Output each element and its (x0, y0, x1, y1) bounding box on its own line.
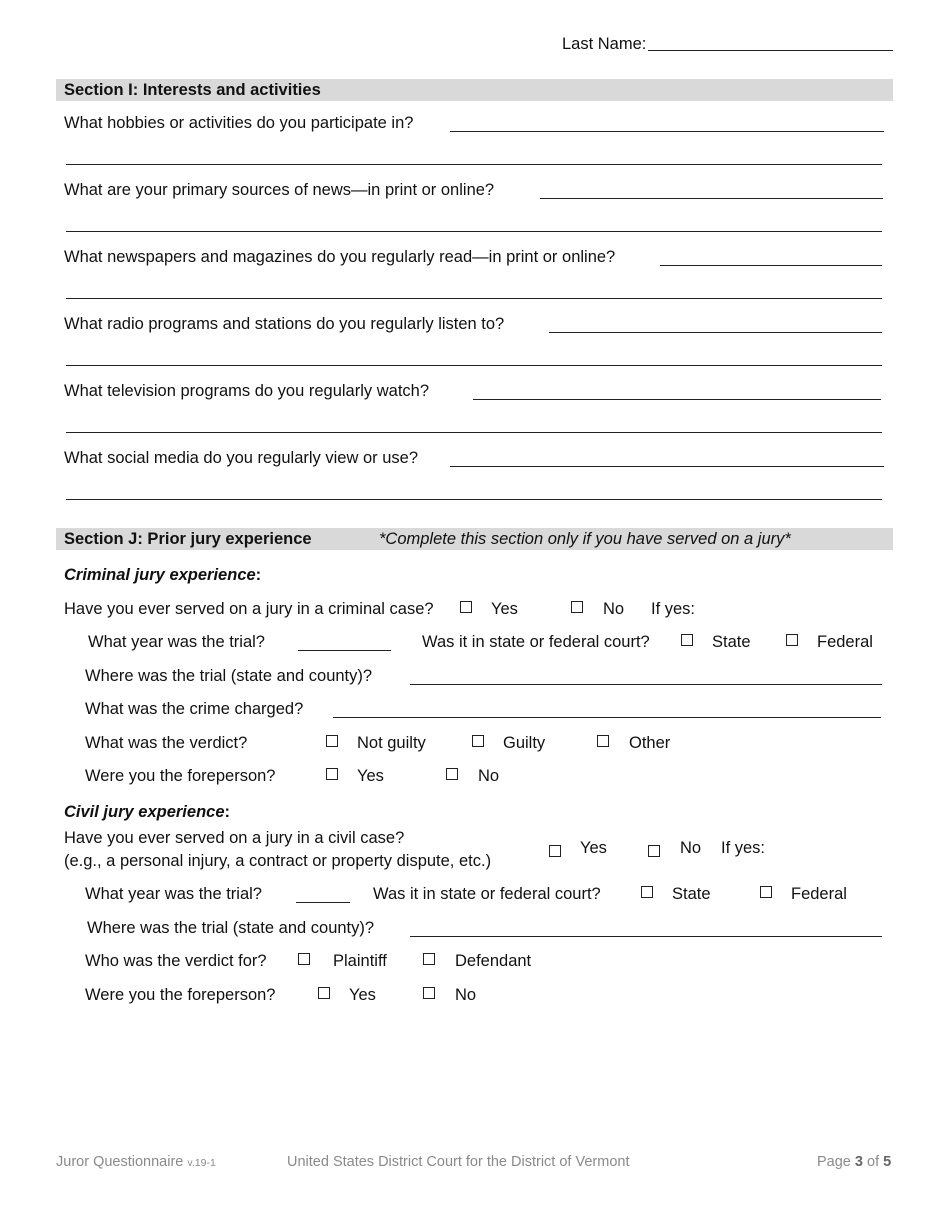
criminal-not-guilty-label: Not guilty (357, 734, 426, 752)
television-answer-line-2[interactable] (66, 432, 882, 433)
criminal-crime-field[interactable] (333, 717, 881, 718)
civil-served-yes-checkbox[interactable] (549, 845, 561, 857)
radio-answer-line-1[interactable] (549, 332, 882, 333)
criminal-where-question: Where was the trial (state and county)? (85, 667, 373, 685)
civil-state-checkbox[interactable] (641, 886, 653, 898)
civil-served-example: (e.g., a personal injury, a contract or property dispute, etc.) (64, 852, 492, 870)
criminal-served-yes-label: Yes (491, 600, 518, 618)
civil-verdict-for-question: Who was the verdict for? (85, 952, 267, 970)
civil-federal-checkbox[interactable] (760, 886, 772, 898)
criminal-foreperson-yes-label: Yes (357, 767, 384, 785)
civil-foreperson-no-label: No (455, 986, 477, 1004)
civil-year-question: What year was the trial? (85, 885, 262, 903)
last-name-field[interactable] (648, 50, 893, 51)
civil-foreperson-question: Were you the foreperson? (85, 986, 276, 1004)
news-sources-answer-line-2[interactable] (66, 231, 882, 232)
civil-plaintiff-label: Plaintiff (333, 952, 387, 970)
criminal-state-label: State (712, 633, 751, 651)
criminal-if-yes-label: If yes: (651, 600, 696, 618)
hobbies-answer-line-2[interactable] (66, 164, 882, 165)
criminal-crime-question: What was the crime charged? (85, 700, 304, 718)
civil-foreperson-yes-checkbox[interactable] (318, 987, 330, 999)
newspapers-question: What newspapers and magazines do you regularly read—in print or online? (64, 248, 616, 266)
section-j-title: Section J: Prior jury experience (64, 530, 312, 548)
section-i-title: Section I: Interests and activities (64, 81, 321, 99)
last-name-label: Last Name: (562, 35, 647, 53)
criminal-federal-label: Federal (817, 633, 873, 651)
criminal-where-field[interactable] (410, 684, 882, 685)
criminal-court-question: Was it in state or federal court? (422, 633, 650, 651)
social-media-question: What social media do you regularly view or use? (64, 449, 419, 467)
civil-where-question: Where was the trial (state and county)? (87, 919, 375, 937)
criminal-foreperson-question: Were you the foreperson? (85, 767, 276, 785)
criminal-state-checkbox[interactable] (681, 634, 693, 646)
criminal-heading: Criminal jury experience: (64, 566, 262, 584)
hobbies-question: What hobbies or activities do you participate in? (64, 114, 414, 132)
civil-served-question: Have you ever served on a jury in a civil case? (64, 829, 405, 847)
footer-form-name: Juror Questionnaire v.19-1 (56, 1154, 216, 1170)
criminal-federal-checkbox[interactable] (786, 634, 798, 646)
civil-state-label: State (672, 885, 711, 903)
criminal-served-question: Have you ever served on a jury in a criminal case? (64, 600, 434, 618)
news-sources-answer-line-1[interactable] (540, 198, 883, 199)
criminal-verdict-question: What was the verdict? (85, 734, 248, 752)
civil-if-yes-label: If yes: (721, 839, 766, 857)
civil-heading: Civil jury experience: (64, 803, 230, 821)
criminal-served-yes-checkbox[interactable] (460, 601, 472, 613)
criminal-other-label: Other (629, 734, 671, 752)
civil-served-yes-label: Yes (580, 839, 607, 857)
footer-version: v.19-1 (187, 1157, 216, 1169)
civil-where-field[interactable] (410, 936, 882, 937)
criminal-guilty-label: Guilty (503, 734, 546, 752)
television-question: What television programs do you regularly watch? (64, 382, 430, 400)
criminal-foreperson-no-label: No (478, 767, 500, 785)
social-media-answer-line-2[interactable] (66, 499, 882, 500)
civil-federal-label: Federal (791, 885, 847, 903)
section-j-note: *Complete this section only if you have served on a jury* (379, 530, 791, 548)
criminal-served-no-checkbox[interactable] (571, 601, 583, 613)
criminal-foreperson-no-checkbox[interactable] (446, 768, 458, 780)
television-answer-line-1[interactable] (473, 399, 881, 400)
newspapers-answer-line-2[interactable] (66, 298, 882, 299)
news-sources-question: What are your primary sources of news—in print or online? (64, 181, 495, 199)
civil-plaintiff-checkbox[interactable] (298, 953, 310, 965)
civil-defendant-label: Defendant (455, 952, 532, 970)
civil-year-field[interactable] (296, 902, 350, 903)
radio-question: What radio programs and stations do you regularly listen to? (64, 315, 505, 333)
hobbies-answer-line-1[interactable] (450, 131, 884, 132)
footer-court-name: United States District Court for the District of Vermont (287, 1154, 630, 1170)
footer-page-number: Page 3 of 5 (817, 1154, 892, 1170)
civil-foreperson-yes-label: Yes (349, 986, 376, 1004)
civil-defendant-checkbox[interactable] (423, 953, 435, 965)
civil-foreperson-no-checkbox[interactable] (423, 987, 435, 999)
criminal-not-guilty-checkbox[interactable] (326, 735, 338, 747)
radio-answer-line-2[interactable] (66, 365, 882, 366)
criminal-year-field[interactable] (298, 650, 391, 651)
civil-court-question: Was it in state or federal court? (373, 885, 601, 903)
criminal-guilty-checkbox[interactable] (472, 735, 484, 747)
criminal-foreperson-yes-checkbox[interactable] (326, 768, 338, 780)
criminal-served-no-label: No (603, 600, 625, 618)
civil-served-no-checkbox[interactable] (648, 845, 660, 857)
criminal-other-checkbox[interactable] (597, 735, 609, 747)
criminal-year-question: What year was the trial? (88, 633, 265, 651)
newspapers-answer-line-1[interactable] (660, 265, 882, 266)
civil-served-no-label: No (680, 839, 702, 857)
social-media-answer-line-1[interactable] (450, 466, 884, 467)
